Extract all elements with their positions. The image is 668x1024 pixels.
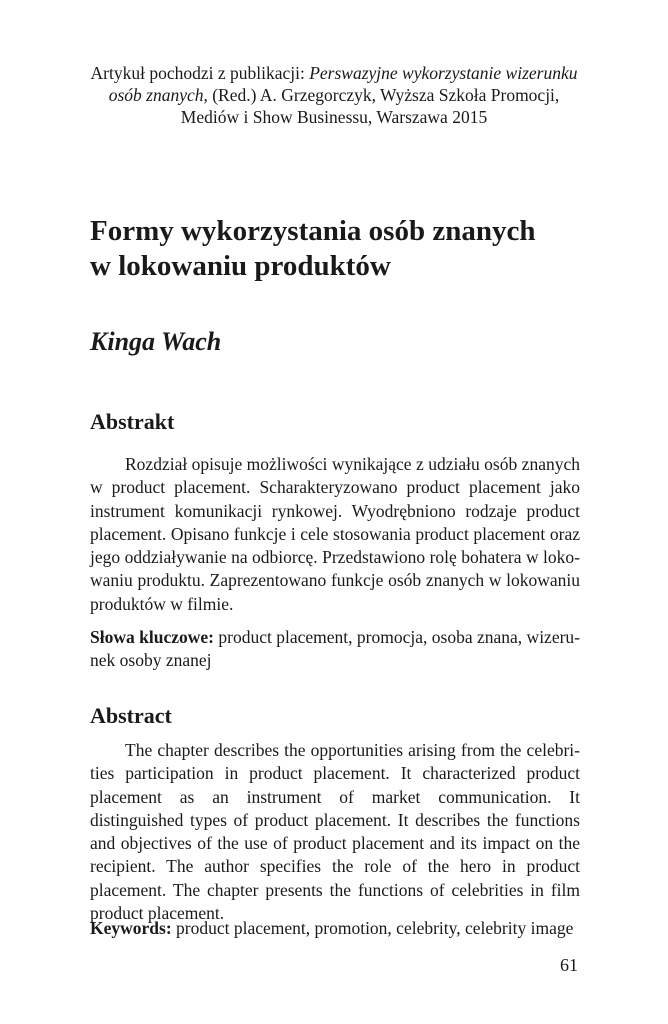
chapter-title-line-1: Formy wykorzystania osób znanych xyxy=(90,215,536,247)
abstrakt-keywords xyxy=(90,626,580,673)
source-note-intro: Artykuł pochodzi z publikacji: xyxy=(90,63,310,83)
page-number: 61 xyxy=(560,955,578,975)
chapter-title-line-2: w lokowaniu produktów xyxy=(90,250,391,282)
publication-source-note xyxy=(60,62,608,128)
author-name: Kinga Wach xyxy=(90,327,222,356)
source-note-editor-publisher: , (Red.) A. Grzegorczyk, Wyższa Szkoła Promocji, xyxy=(203,85,560,105)
abstract-keywords xyxy=(90,917,580,940)
abstrakt-paragraph: Rozdział opisuje możliwości wynikające z udziału osób znanych w product placement. Scharakteryzowano product placement jako instrument komunikacji rynkowej. Wyodrębniono rodzaje product placement. Opisano funkcje i cele stosowania product placement oraz jego oddziaływanie na odbiorcę. Przedstawiono rolę bohatera w lokowaniu produktu. Zaprezentowano funkcje osób znanych w lokowaniu produktów w filmie. xyxy=(90,454,580,614)
abstract-paragraph: The chapter describes the opportunities arising from the celebrities participation in product placement. It characterized product placement as an instrument of market communication. It distinguished types of product placement. It describes the functions and objectives of the use of product placement and its impact on the recipient. The author specifies the role of the hero in product placement. The chapter presents the functions of celebrities in film product placement. xyxy=(90,740,580,924)
source-note-line-2 xyxy=(60,84,608,106)
source-publication-title-part-1: Perswazyjne wykorzystanie wizerunku xyxy=(309,63,578,83)
source-note-line-1 xyxy=(60,62,608,84)
abstract-heading: Abstract xyxy=(90,703,172,728)
abstract-keywords-text: product placement, promotion, celebrity, celebrity image xyxy=(171,918,574,938)
abstract-keywords-label: Keywords: xyxy=(90,918,172,938)
abstrakt-keywords-text: product placement, promocja, osoba znana, wizerunek osoby znanej xyxy=(90,627,580,671)
source-note-line-3: Mediów i Show Businessu, Warszawa 2015 xyxy=(180,107,488,127)
abstrakt-keywords-label: Słowa kluczowe: xyxy=(90,627,214,647)
chapter-title xyxy=(90,214,590,284)
source-publication-title-part-2: osób znanych xyxy=(108,85,204,105)
abstrakt-heading: Abstrakt xyxy=(90,409,175,434)
